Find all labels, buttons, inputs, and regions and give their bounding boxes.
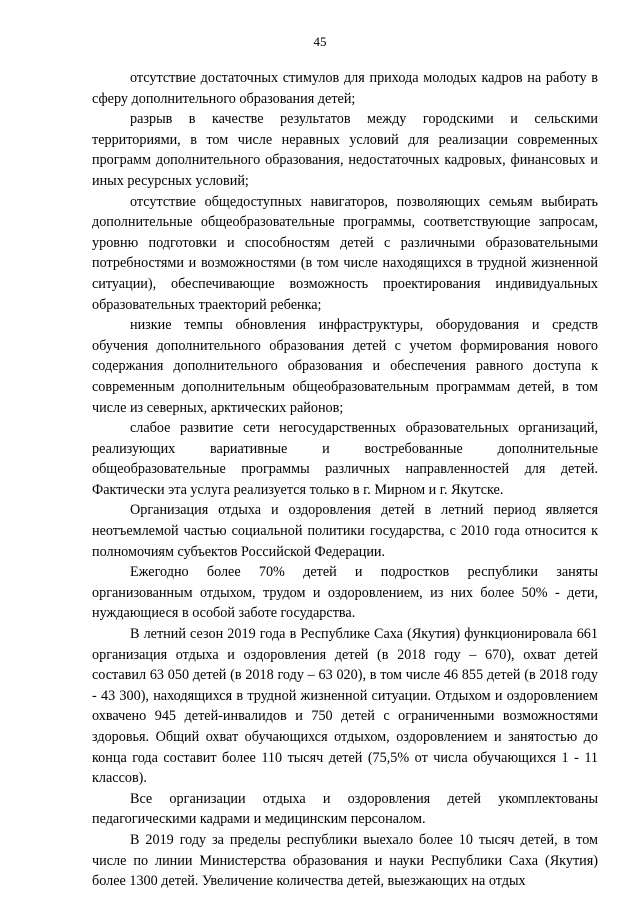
paragraph-outbound-travel-2019: В 2019 году за пределы республики выехало более 10 тысяч детей, в том числе по линии Министерства образования и науки Республики Саха (Якутия) более 1300 детей. Увеличение количества детей, выезжающих на отдых bbox=[92, 831, 598, 890]
page-number: 45 bbox=[313, 34, 327, 49]
paragraph-infrastructure-renewal: низкие темпы обновления инфраструктуры, оборудования и средств обучения дополнительного образования детей с учетом формирования нового содержания дополнительного образования и обеспечения равного доступа к современным дополнительным общеобразовательным программам детей, в том числе из северных, арктических районов; bbox=[92, 317, 598, 416]
document-body bbox=[92, 68, 598, 892]
paragraph-staffing: Все организации отдыха и оздоровления детей укомплектованы педагогическими кадрами и медицинским персоналом. bbox=[92, 790, 598, 828]
paragraph-nongovernmental-network: слабое развитие сети негосударственных образовательных организаций, реализующих вариативные и востребованные дополнительные общеобразовательные программы различных направленностей для детей. Фактически эта услуга реализуется только в г. Мирном и г. Якутске. bbox=[92, 420, 598, 498]
paragraph-summer-recreation: Организация отдыха и оздоровления детей в летний период является неотъемлемой частью социальной политики государства, с 2010 года относится к полномочиям субъектов Российской Федерации. bbox=[92, 502, 598, 560]
paragraph-urban-rural-gap: разрыв в качестве результатов между городскими и сельскими территориями, в том числе неравных условий для реализации современных программ дополнительного образования, недостаточных кадровых, финансовых и иных ресурсных условий; bbox=[92, 111, 598, 189]
paragraph-annual-coverage: Ежегодно более 70% детей и подростков республики заняты организованным отдыхом, трудом и оздоровлением, из них более 50% - дети, нуждающиеся в особой заботе государства. bbox=[92, 564, 598, 622]
paragraph-summer-season-2019: В летний сезон 2019 года в Республике Саха (Якутия) функционировала 661 организация отдыха и оздоровления детей (в 2018 году – 670), охват детей составил 63 050 детей (в 2018 году – 63 020), в том числе 46 855 детей (в 2018 году - 43 300), находящихся в трудной жизненной ситуации. Отдыхом и оздоровлением охвачено 945 детей-инвалидов и 750 детей с ограниченными возможностями здоровья. Общий охват обучающихся отдыхом, оздоровлением и занятостью до конца года составит более 110 тысяч детей (75,5% от числа обучающихся 1 - 11 классов). bbox=[92, 626, 598, 787]
paragraph-lack-of-incentives: отсутствие достаточных стимулов для прихода молодых кадров на работу в сферу дополнительного образования детей; bbox=[92, 70, 598, 107]
paragraph-lack-of-navigators: отсутствие общедоступных навигаторов, позволяющих семьям выбирать дополнительные общеобразовательные программы, соответствующие запросам, уровню подготовки и способностям детей с различными образовательными потребностями и возможностями (в том числе находящихся в трудной жизненной ситуации), обеспечивающие возможность проектирования индивидуальных образовательных траекторий ребенка; bbox=[92, 193, 598, 313]
